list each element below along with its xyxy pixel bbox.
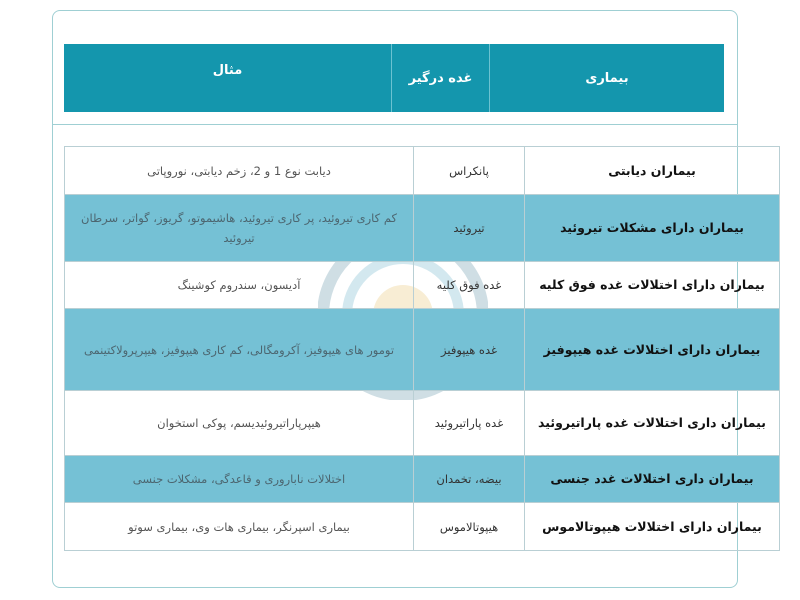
header-disease: بیماری (585, 70, 629, 86)
gland-cell: غده پاراتیروئید (414, 391, 525, 456)
table-header (64, 44, 724, 112)
table-row (65, 456, 780, 503)
header-example: مثال (64, 44, 392, 112)
table-row (65, 503, 780, 551)
table-row (65, 195, 780, 262)
disease-cell: بیماران دارای اختلالات هیپوتالاموس (525, 503, 780, 551)
disease-table (64, 146, 780, 551)
table-row (65, 262, 780, 309)
disease-cell: بیماران داری اختلالات غدد جنسی (525, 456, 780, 503)
disease-cell: بیماران دارای مشکلات تیروئید (525, 195, 780, 262)
gland-cell: تیروئید (414, 195, 525, 262)
header-gland: غده درگیر (392, 44, 490, 112)
example-cell: آدیسون، سندروم کوشینگ (65, 262, 414, 309)
disease-cell: بیماران دارای اختلالات غده فوق کلیه (525, 262, 780, 309)
disease-cell: بیماران دیابتی (525, 147, 780, 195)
disease-cell: بیماران داری اختلالات غده پاراتیروئید (525, 391, 780, 456)
example-cell: تومور های هیپوفیز، آکرومگالی، کم کاری هیپوفیز، هیپرپرولاکتینمی (65, 309, 414, 391)
table-row (65, 309, 780, 391)
gland-cell: غده هیپوفیز (414, 309, 525, 391)
disease-cell: بیماران دارای اختلالات غده هیپوفیز (525, 309, 780, 391)
table-row (65, 391, 780, 456)
gland-cell: بیضه، تخمدان (414, 456, 525, 503)
example-cell: دیابت نوع 1 و 2، زخم دیابتی، نوروپاتی (65, 147, 414, 195)
example-cell: کم کاری تیروئید، پر کاری تیروئید، هاشیموتو، گریوز، گواتر، سرطان تیروئید (65, 195, 414, 262)
example-cell: هیپرپاراتیروئیدیسم، پوکی استخوان (65, 391, 414, 456)
gland-cell: پانکراس (414, 147, 525, 195)
divider (52, 124, 738, 125)
example-cell: بیماری اسپرنگر، بیماری هات وی، بیماری سوتو (65, 503, 414, 551)
example-cell: اختلالات ناباروری و قاعدگی، مشکلات جنسی (65, 456, 414, 503)
gland-cell: هیپوتالاموس (414, 503, 525, 551)
gland-cell: غده فوق کلیه (414, 262, 525, 309)
table-row (65, 147, 780, 195)
